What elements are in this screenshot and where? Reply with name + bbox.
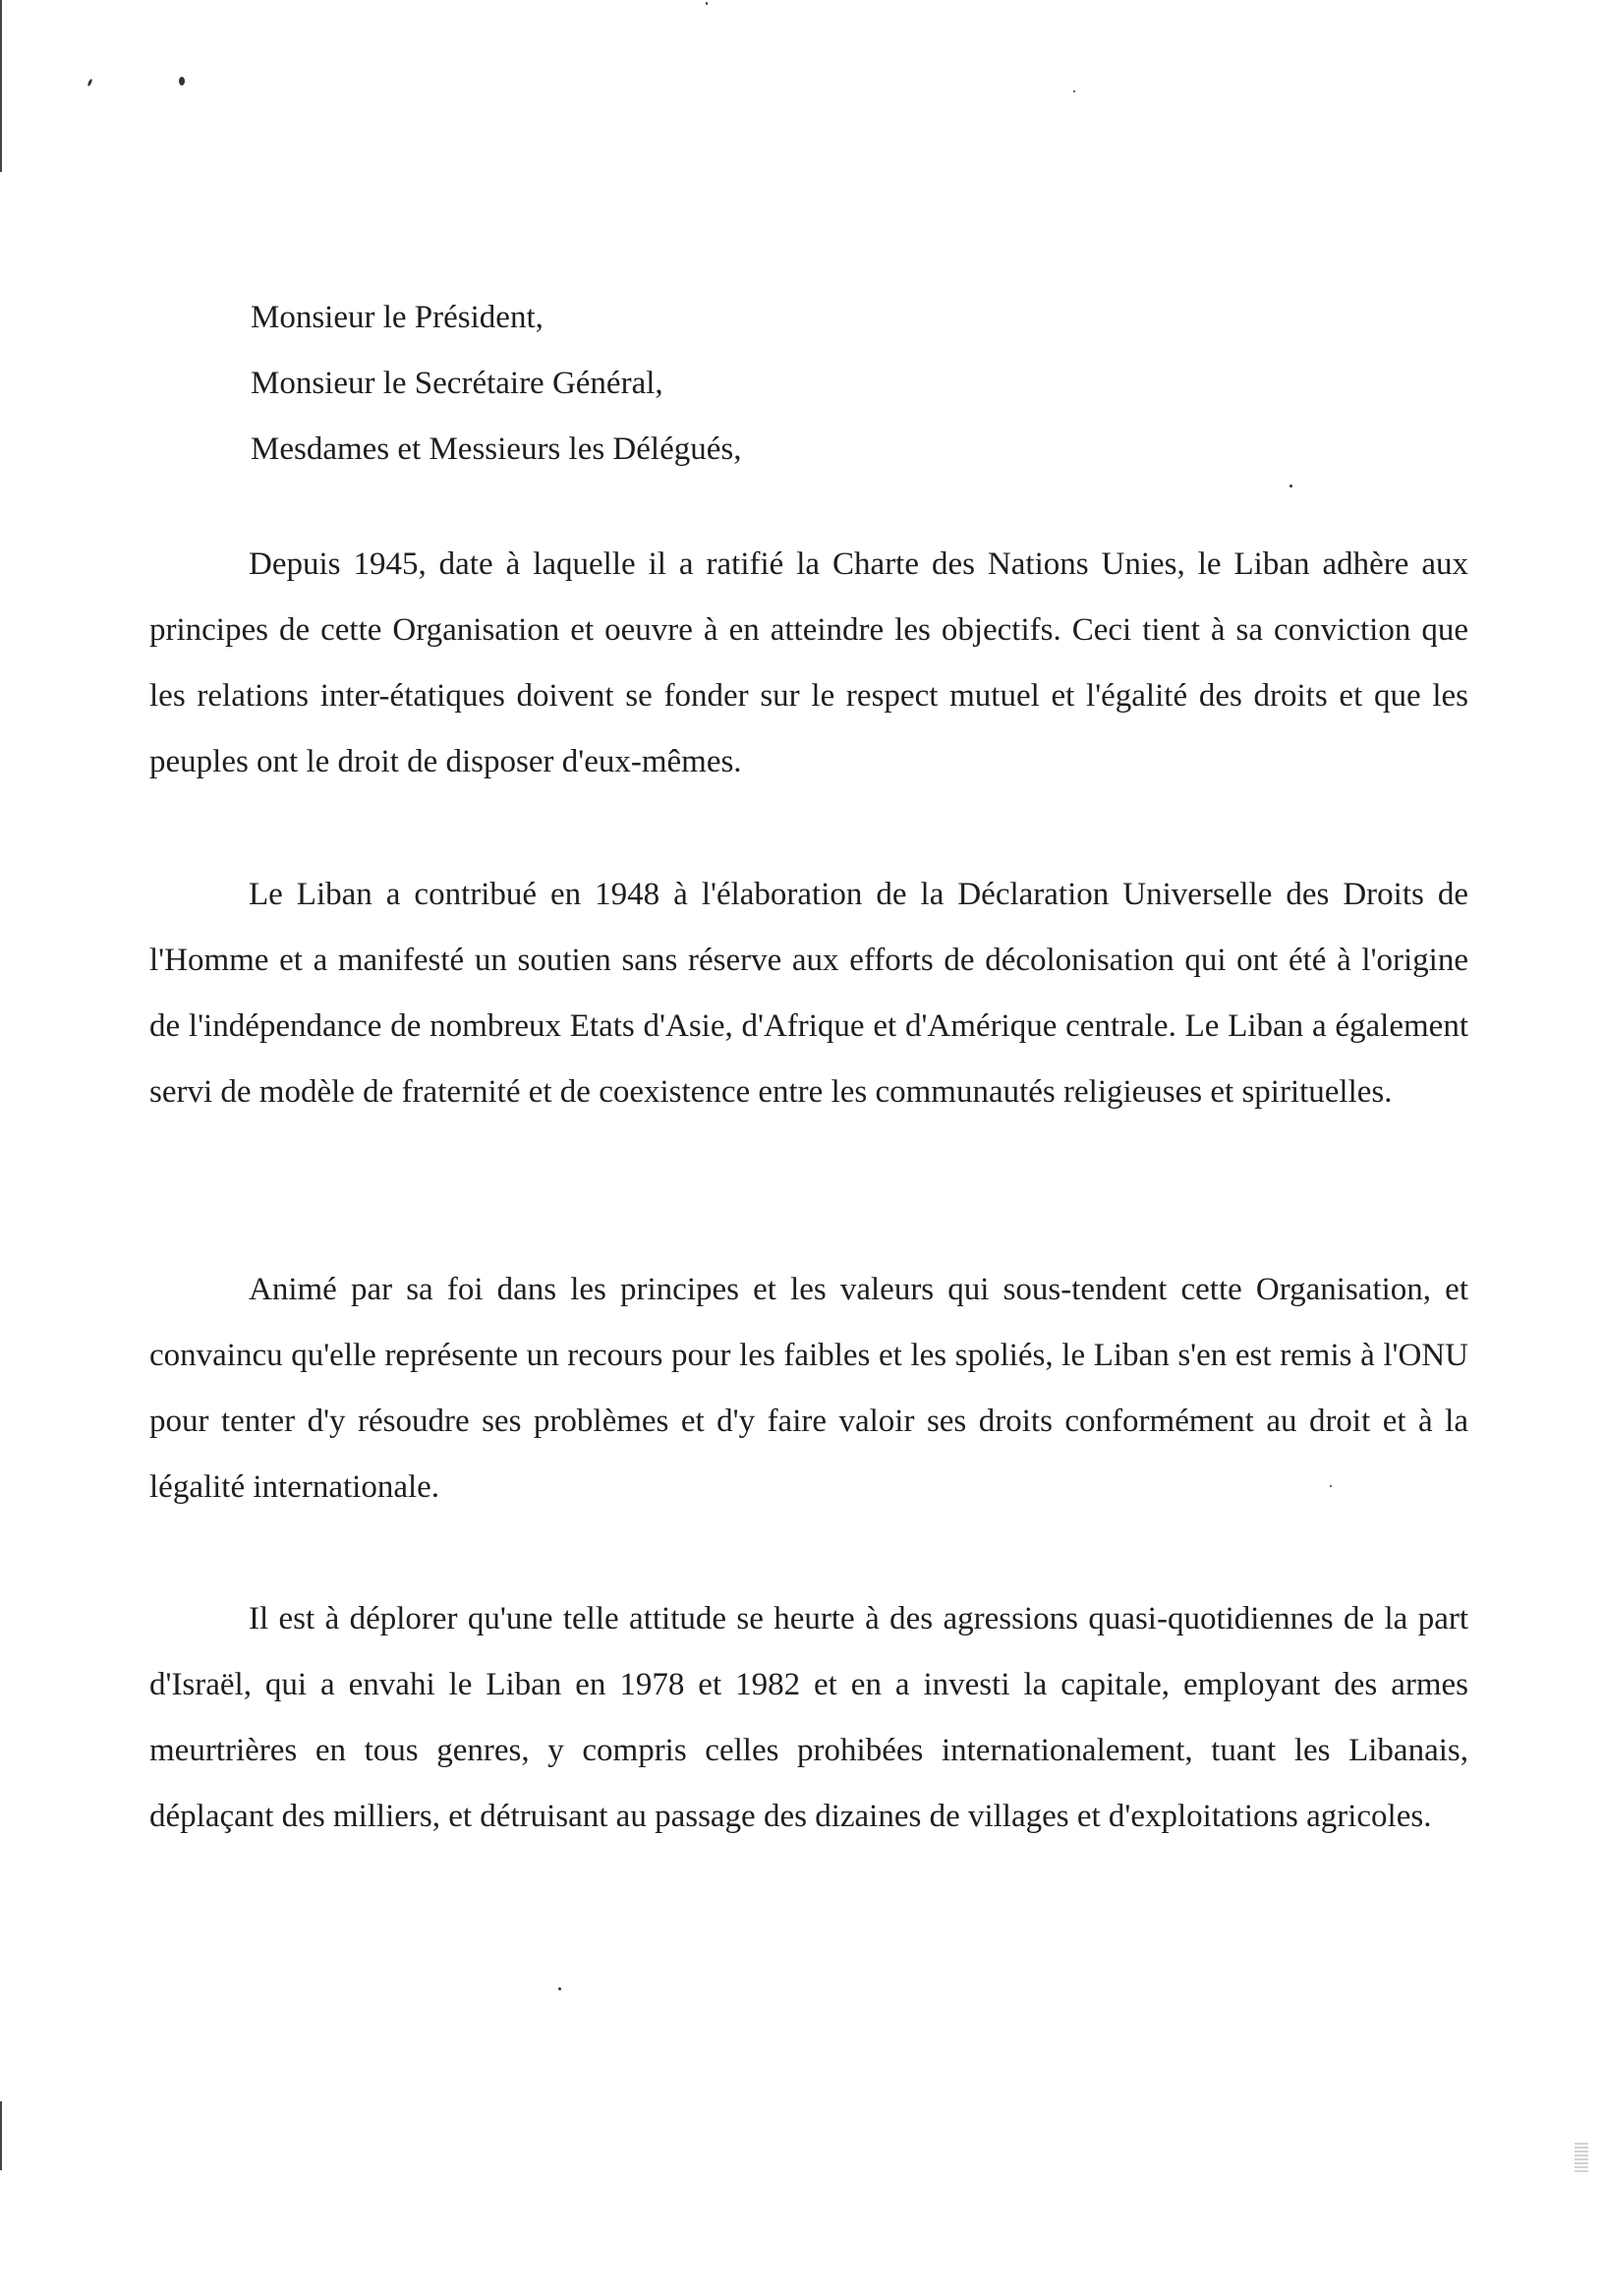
paragraph-charter: Depuis 1945, date à laquelle il a ratifié la Charte des Nations Unies, le Liban adhère aux principes de cette Organisation et oeuvre à en atteindre les objectifs. Ceci tient à sa conviction que les relations inter-étatiques doivent se fonder sur le respect mutuel et l'égalité des droits et que les peuples ont le droit de disposer d'eux-mêmes. xyxy=(149,546,1468,779)
salutation-line: Monsieur le Secrétaire Général, xyxy=(251,366,663,401)
scan-artifact xyxy=(1575,2143,1588,2172)
scan-speck xyxy=(86,79,92,87)
scan-speck xyxy=(179,77,185,86)
paragraph-human-rights: Le Liban a contribué en 1948 à l'élaboration de la Déclaration Universelle des Droits de l'Homme et a manifesté un soutien sans réserve aux efforts de décolonisation qui ont été à l'origine de l'indépendance de nombreux Etats d'Asie, d'Afrique et d'Amérique centrale. Le Liban a également servi de modèle de fraternité et de coexistence entre les communautés religieuses et spirituelles. xyxy=(149,877,1468,1110)
scan-speck xyxy=(558,1987,561,1990)
paragraph-aggressions: Il est à déplorer qu'une telle attitude se heurte à des agressions quasi-quotidiennes de la part d'Israël, qui a envahi le Liban en 1978 et 1982 et en a investi la capitale, employant des armes meurtrières en tous genres, y compris celles prohibées internationalement, tuant les Libanais, déplaçant des milliers, et détruisant au passage des dizaines de villages et d'exploitations agricoles. xyxy=(149,1601,1468,1834)
scan-speck xyxy=(1073,90,1075,92)
scan-speck xyxy=(706,2,708,5)
paragraph-un-recourse: Animé par sa foi dans les principes et les valeurs qui sous-tendent cette Organisation, et convaincu qu'elle représente un recours pour les faibles et les spoliés, le Liban s'en est remis à l'ONU pour tenter d'y résoudre ses problèmes et d'y faire valoir ses droits conformément au droit et à la légalité internationale. xyxy=(149,1272,1468,1505)
salutation-line: Monsieur le Président, xyxy=(251,300,544,335)
salutation-line: Mesdames et Messieurs les Délégués, xyxy=(251,431,742,467)
salutation-block xyxy=(251,285,741,483)
scan-edge-bottom-mark xyxy=(0,2101,2,2170)
scan-edge-top-mark xyxy=(0,0,2,172)
scan-speck xyxy=(1289,485,1292,488)
